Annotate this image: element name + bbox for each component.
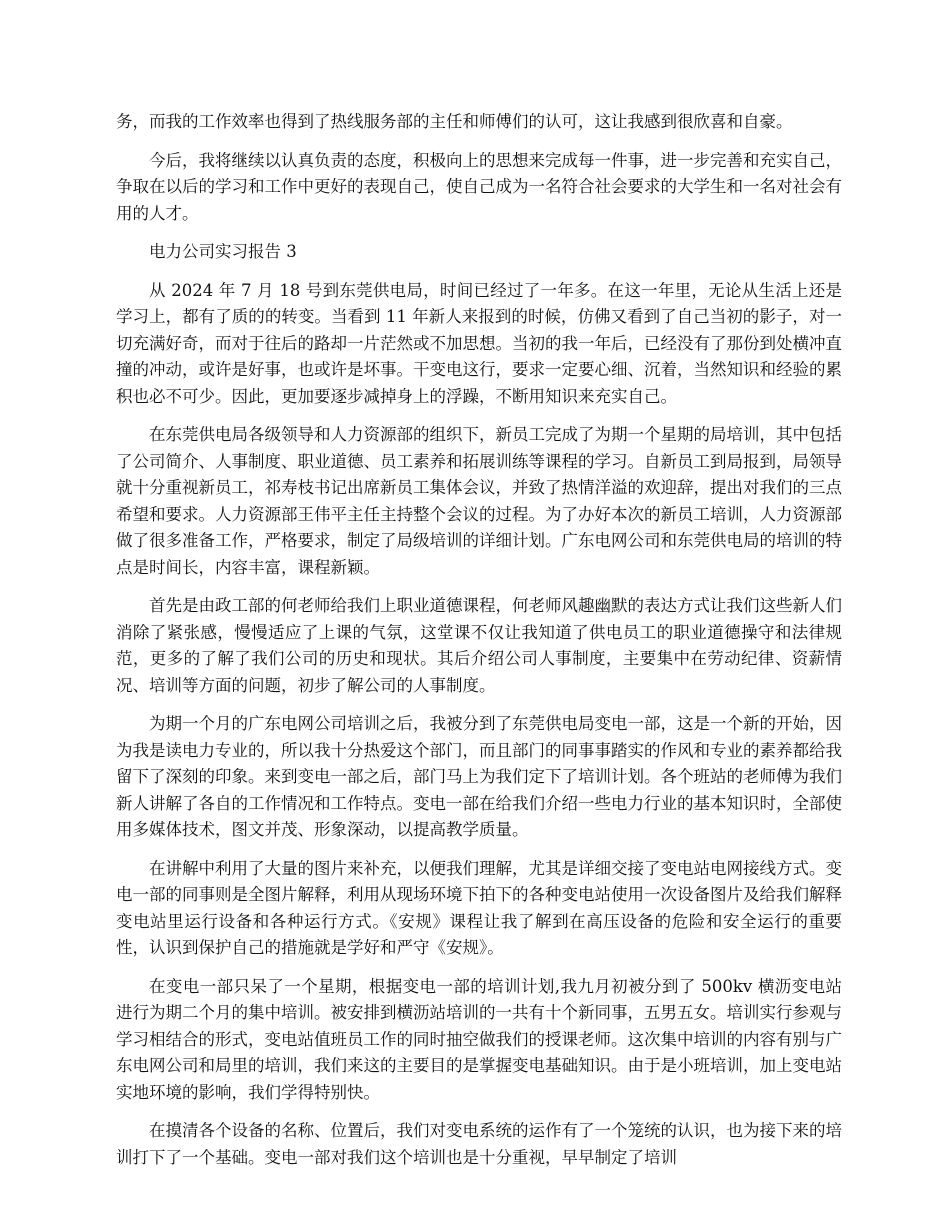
paragraph-training-overview: 在东莞供电局各级领导和人力资源部的组织下，新员工完成了为期一个星期的局培训，其中包括了公司简介、人事制度、职业道德、员工素养和拓展训练等课程的学习。自新员工到局报到，局领导就十分重视新员工，祁寿枝书记出席新员工集体会议，并致了热情洋溢的欢迎辞，提出对我们的三点希望和要求。人力资源部王伟平主任主持整个会议的过程。为了办好本次的新员工培训，人力资源部做了很多准备工作，严格要求，制定了局级培训的详细计划。广东电网公司和东莞供电局的培训的特点是时间长，内容丰富，课程新颖。 [116,425,842,577]
paragraph-continuation: 务，而我的工作效率也得到了热线服务部的主任和师傅们的认可，这让我感到很欣喜和自豪。 [116,112,793,131]
paragraph-intro: 从 2024 年 7 月 18 号到东莞供电局，时间已经过了一年多。在这一年里，无论从生活上还是学习上，都有了质的的转变。当看到 11 年新人来报到的时候，仿佛又看到了自己当初的影子，对一切充满好奇，而对于往后的路却一片茫然或不加思想。当初的我一年后，已经没有了那份到处横冲直撞的冲动，或许是好事，也或许是坏事。干变电这行，要求一定要心细、沉着，当然知识和经验的累积也必不可少。因此，更加要逐步减掉身上的浮躁，不断用知识来充实自己。 [116,280,842,406]
paragraph-future-plans: 今后，我将继续以认真负责的态度，积极向上的思想来完成每一件事，进一步完善和充实自己，争取在以后的学习和工作中更好的表现自己，使自己成为一名符合社会要求的大学生和一名对社会有用的人才。 [116,150,842,223]
document-page [116,109,842,1183]
paragraph-ethics-course: 首先是由政工部的何老师给我们上职业道德课程，何老师风趣幽默的表达方式让我们这些新人们消除了紧张感，慢慢适应了上课的气氛，这堂课不仅让我知道了供电员工的职业道德操守和法律规范，更多的了解了我们公司的历史和现状。其后介绍公司人事制度，主要集中在劳动纪律、资薪情况、培训等方面的问题，初步了解公司的人事制度。 [116,596,842,695]
paragraph-explanation: 在讲解中利用了大量的图片来补充，以便我们理解，尤其是详细交接了变电站电网接线方式。变电一部的同事则是全图片解释，利用从现场环境下拍下的各种变电站使用一次设备图片及给我们解释变电站里运行设备和各种运行方式。《安规》课程让我了解到在高压设备的危险和安全运行的重要性，认识到保护自己的措施就是学好和严守《安规》。 [116,858,842,957]
paragraph-equipment: 在摸清各个设备的名称、位置后，我们对变电系统的运作有了一个笼统的认识，也为接下来的培训打下了一个基础。变电一部对我们这个培训也是十分重视，早早制定了培训 [116,1121,842,1167]
paragraph-centralized-training: 在变电一部只呆了一个星期，根据变电一部的培训计划,我九月初被分到了 500kv 横沥变电站进行为期二个月的集中培训。被安排到横沥站培训的一共有十个新同事，五男五女。培训实行参观与学习相结合的形式，变电站值班员工作的同时抽空做我们的授课老师。这次集中培训的内容有别与广东电网公司和局里的培训，我们来这的主要目的是掌握变电基础知识。由于是小班培训，加上变电站实地环境的影响，我们学得特别快。 [116,976,842,1102]
section-heading: 电力公司实习报告 3 [149,242,297,261]
paragraph-substation-dept: 为期一个月的广东电网公司培训之后，我被分到了东莞供电局变电一部，这是一个新的开始，因为我是读电力专业的，所以我十分热爱这个部门，而且部门的同事事踏实的作风和专业的素养都给我留下了深刻的印象。来到变电一部之后，部门马上为我们定下了培训计划。各个班站的老师傅为我们新人讲解了各自的工作情况和工作特点。变电一部在给我们介绍一些电力行业的基本知识时，全部使用多媒体技术，图文并茂、形象深动，以提高教学质量。 [116,714,842,839]
